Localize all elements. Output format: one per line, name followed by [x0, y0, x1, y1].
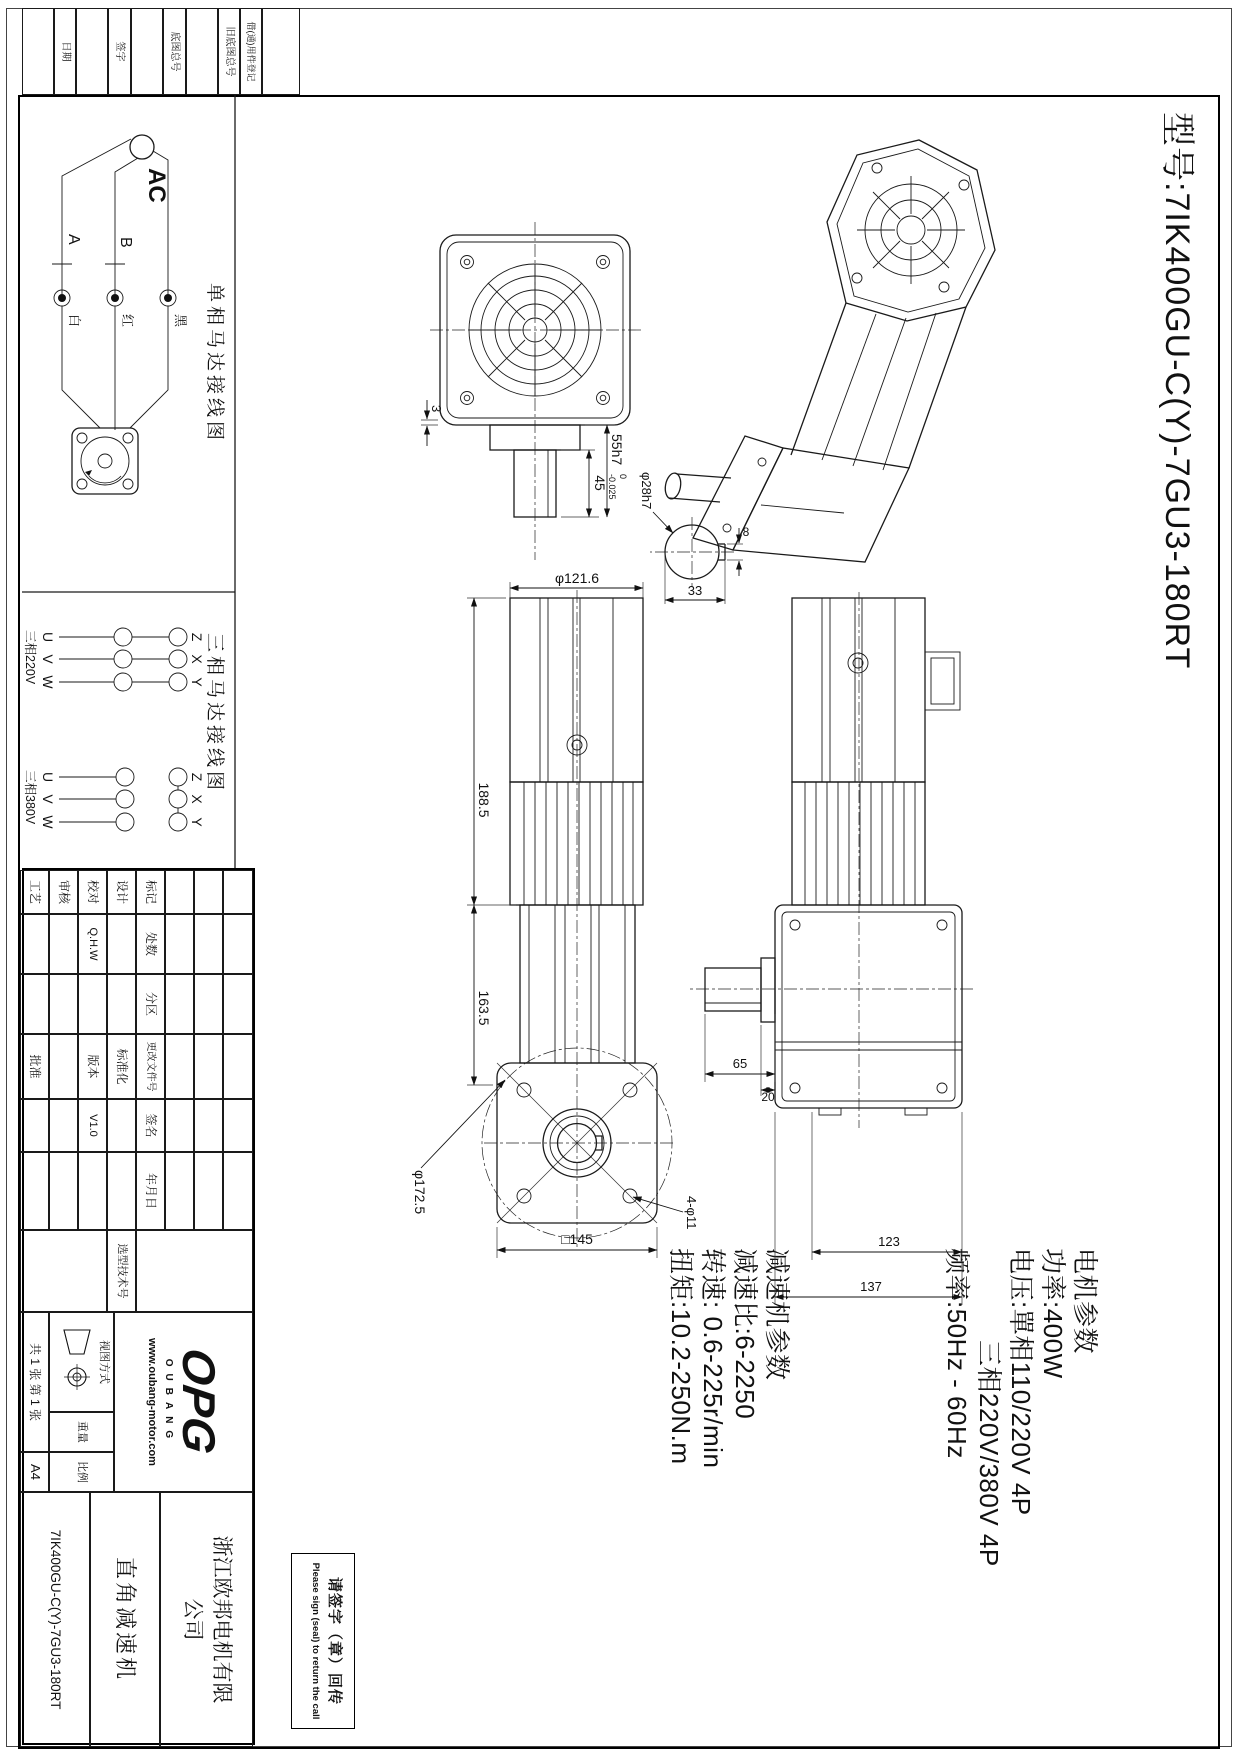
design-label: 设计 [107, 870, 136, 914]
empty-cell [165, 914, 194, 974]
version-label: 版本 [78, 1034, 107, 1099]
empty-cell [194, 974, 223, 1034]
empty-cell [20, 914, 49, 974]
header-change-doc-no: 更改文件号 [136, 1034, 165, 1099]
empty-cell [20, 1230, 107, 1312]
empty-cell [194, 1034, 223, 1099]
empty-cell [223, 1099, 253, 1152]
reducer-speed: 转速: 0.6-225r/min [698, 1248, 728, 1469]
dim-fan-dia: φ121.6 [554, 570, 600, 586]
dim-cover-lip: 3 [429, 405, 444, 413]
dim-gear-length: 163.5 [476, 990, 492, 1026]
master-no: 底图总号 [163, 8, 186, 95]
three-phase-220v-group [23, 628, 205, 691]
empty-cell [78, 974, 107, 1034]
projection-method-label: 视图方式 [98, 1340, 110, 1384]
phase-x-label: X [189, 794, 205, 804]
phase-z-label: Z [189, 632, 205, 642]
old-master-no: 旧底图总号 [218, 8, 240, 95]
terminal-b-label: B [117, 237, 134, 248]
empty-cell [49, 1152, 78, 1230]
single-phase-title: 单相马达接线图 [204, 283, 225, 445]
empty-cell [107, 1099, 136, 1152]
front-view [412, 570, 699, 1258]
three-phase-title: 三相马达接线图 [204, 633, 225, 795]
empty-cell [78, 1152, 107, 1230]
empty-cell [165, 1152, 194, 1230]
first-angle-projection-icon [60, 1327, 94, 1397]
phase-v-label: V [40, 794, 56, 804]
product-name: 直角减速机 [90, 1492, 160, 1747]
empty-cell [194, 1099, 223, 1152]
terminal-a-label: A [65, 234, 82, 245]
dim-key-across: 33 [687, 583, 703, 598]
approval-label: 批准 [20, 1034, 49, 1099]
process-label: 工艺 [20, 870, 49, 914]
dim-shaft-length: 45 [592, 475, 608, 491]
empty-cell [20, 1152, 49, 1230]
wire-red-label: 红 [120, 314, 135, 328]
check-value: Q.H.W [78, 914, 107, 974]
sign-note-cn: 请签字（章）回传 [326, 1576, 343, 1705]
empty-cell [165, 870, 194, 914]
motor-voltage: 电压:單相110/220V 4P [1006, 1248, 1036, 1516]
ac-source-label: AC [143, 168, 170, 203]
three-phase-wiring [23, 628, 226, 831]
phase-z-label: Z [189, 772, 205, 782]
phase-x-label: X [189, 654, 205, 664]
empty-cell [49, 914, 78, 974]
empty-cell [20, 1099, 49, 1152]
dim-motor-length: 188.5 [476, 782, 492, 818]
phase-y-label: Y [189, 677, 205, 687]
reducer-params-title: 减速机参数 [762, 1248, 792, 1381]
title-block [22, 868, 255, 1745]
version-value: V1.0 [78, 1099, 107, 1152]
dim-housing-width: 123 [878, 1234, 900, 1249]
logo-opg: OPG [172, 1345, 225, 1459]
phase-v-label: V [40, 654, 56, 664]
empty-cell [136, 1230, 253, 1312]
reducer-torque: 扭矩:10.2-250N.m [666, 1248, 696, 1465]
phase-u-label: U [40, 631, 56, 643]
empty-cell [194, 870, 223, 914]
motor-power: 功率:400W [1038, 1248, 1068, 1379]
motor-params-title: 电机参数 [1070, 1248, 1100, 1355]
sign-note-en: Please sign (seal) to return the call [310, 1562, 321, 1720]
dim-flange-square: □145 [561, 1231, 593, 1247]
paper-size: A4 [20, 1452, 49, 1492]
empty-cell [223, 974, 253, 1034]
header-mark: 标记 [136, 870, 165, 914]
dim-shaft-tol-lower: -0.025 [607, 474, 617, 500]
empty-cell [107, 1152, 136, 1230]
phase-w-label: W [40, 815, 56, 829]
logo-oubang: OUBANG [162, 1358, 174, 1446]
weight-label: 重量 [49, 1412, 114, 1452]
header-zone: 分区 [136, 974, 165, 1034]
reducer-ratio: 减速比:6-2250 [730, 1248, 760, 1420]
header-count: 处数 [136, 914, 165, 974]
dim-housing-total: 137 [860, 1279, 882, 1294]
empty-cell [107, 974, 136, 1034]
wire-white-label: 白 [67, 314, 82, 328]
dim-output-shaft-length: 65 [732, 1056, 748, 1071]
phase-u-label: U [40, 771, 56, 783]
phase-y-label: Y [189, 817, 205, 827]
three-phase-380v-group [23, 768, 205, 831]
model-title: 型号:7IK400GU-C(Y)-7GU3-180RT [1158, 112, 1196, 670]
empty-cell [20, 974, 49, 1034]
empty-cell [49, 974, 78, 1034]
borrowed-part-register: 借(通)用件登记 [240, 8, 262, 95]
empty-cell [223, 914, 253, 974]
review-label: 审核 [49, 870, 78, 914]
empty-cell [223, 1034, 253, 1099]
scale-label: 比例 [49, 1452, 114, 1492]
sheet-count: 共 1 张 第 1 张 [20, 1312, 49, 1452]
company-logo [114, 1312, 253, 1492]
standardization-label: 标准化 [107, 1034, 136, 1099]
company-website: www.oubang-motor.com [146, 1338, 159, 1466]
empty-cell [194, 914, 223, 974]
empty-cell [165, 1099, 194, 1152]
group-380v-label: 三相380V [23, 770, 37, 825]
group-220v-label: 三相220V [23, 630, 37, 685]
empty-cell [49, 1034, 78, 1099]
empty-cell [223, 870, 253, 914]
dim-shaft-tol-upper: 0 [618, 474, 628, 480]
single-phase-wiring [52, 135, 226, 494]
empty-cell [165, 1034, 194, 1099]
header-date: 年月日 [136, 1152, 165, 1230]
selection-no-label: 选型技术号 [107, 1230, 136, 1312]
motor-frequency: 频率:50Hz - 60Hz [942, 1248, 972, 1459]
side-view [689, 592, 973, 1305]
wire-black-label: 黑 [173, 314, 188, 328]
isometric-view [663, 140, 995, 562]
phase-w-label: W [40, 675, 56, 689]
empty-cell [223, 1152, 253, 1230]
empty-cell [165, 974, 194, 1034]
part-number: 7IK400GU-C(Y)-7GU3-180RT [20, 1492, 90, 1747]
header-signature: 签名 [136, 1099, 165, 1152]
date-box: 日期 [54, 8, 76, 95]
fan-end-view [421, 222, 641, 560]
dim-bolt-holes: 4-φ11 [684, 1196, 699, 1230]
company-name: 浙江欧邦电机有限公司 [160, 1492, 253, 1747]
empty-cell [194, 1152, 223, 1230]
dim-bolt-circle: φ172.5 [412, 1170, 428, 1215]
empty-cell [107, 914, 136, 974]
dim-output-boss: 20 [761, 1090, 775, 1104]
projection-method-cell [49, 1312, 114, 1412]
dim-shaft-dia: 55h7 [609, 434, 625, 466]
dim-key-dia: φ28h7 [639, 472, 654, 510]
motor-voltage-2: 三相220V/380V 4P [974, 1340, 1004, 1567]
check-label: 校对 [78, 870, 107, 914]
dim-key-width: 8 [742, 525, 750, 539]
empty-cell [49, 1099, 78, 1152]
signature-box: 签字 [108, 8, 131, 95]
